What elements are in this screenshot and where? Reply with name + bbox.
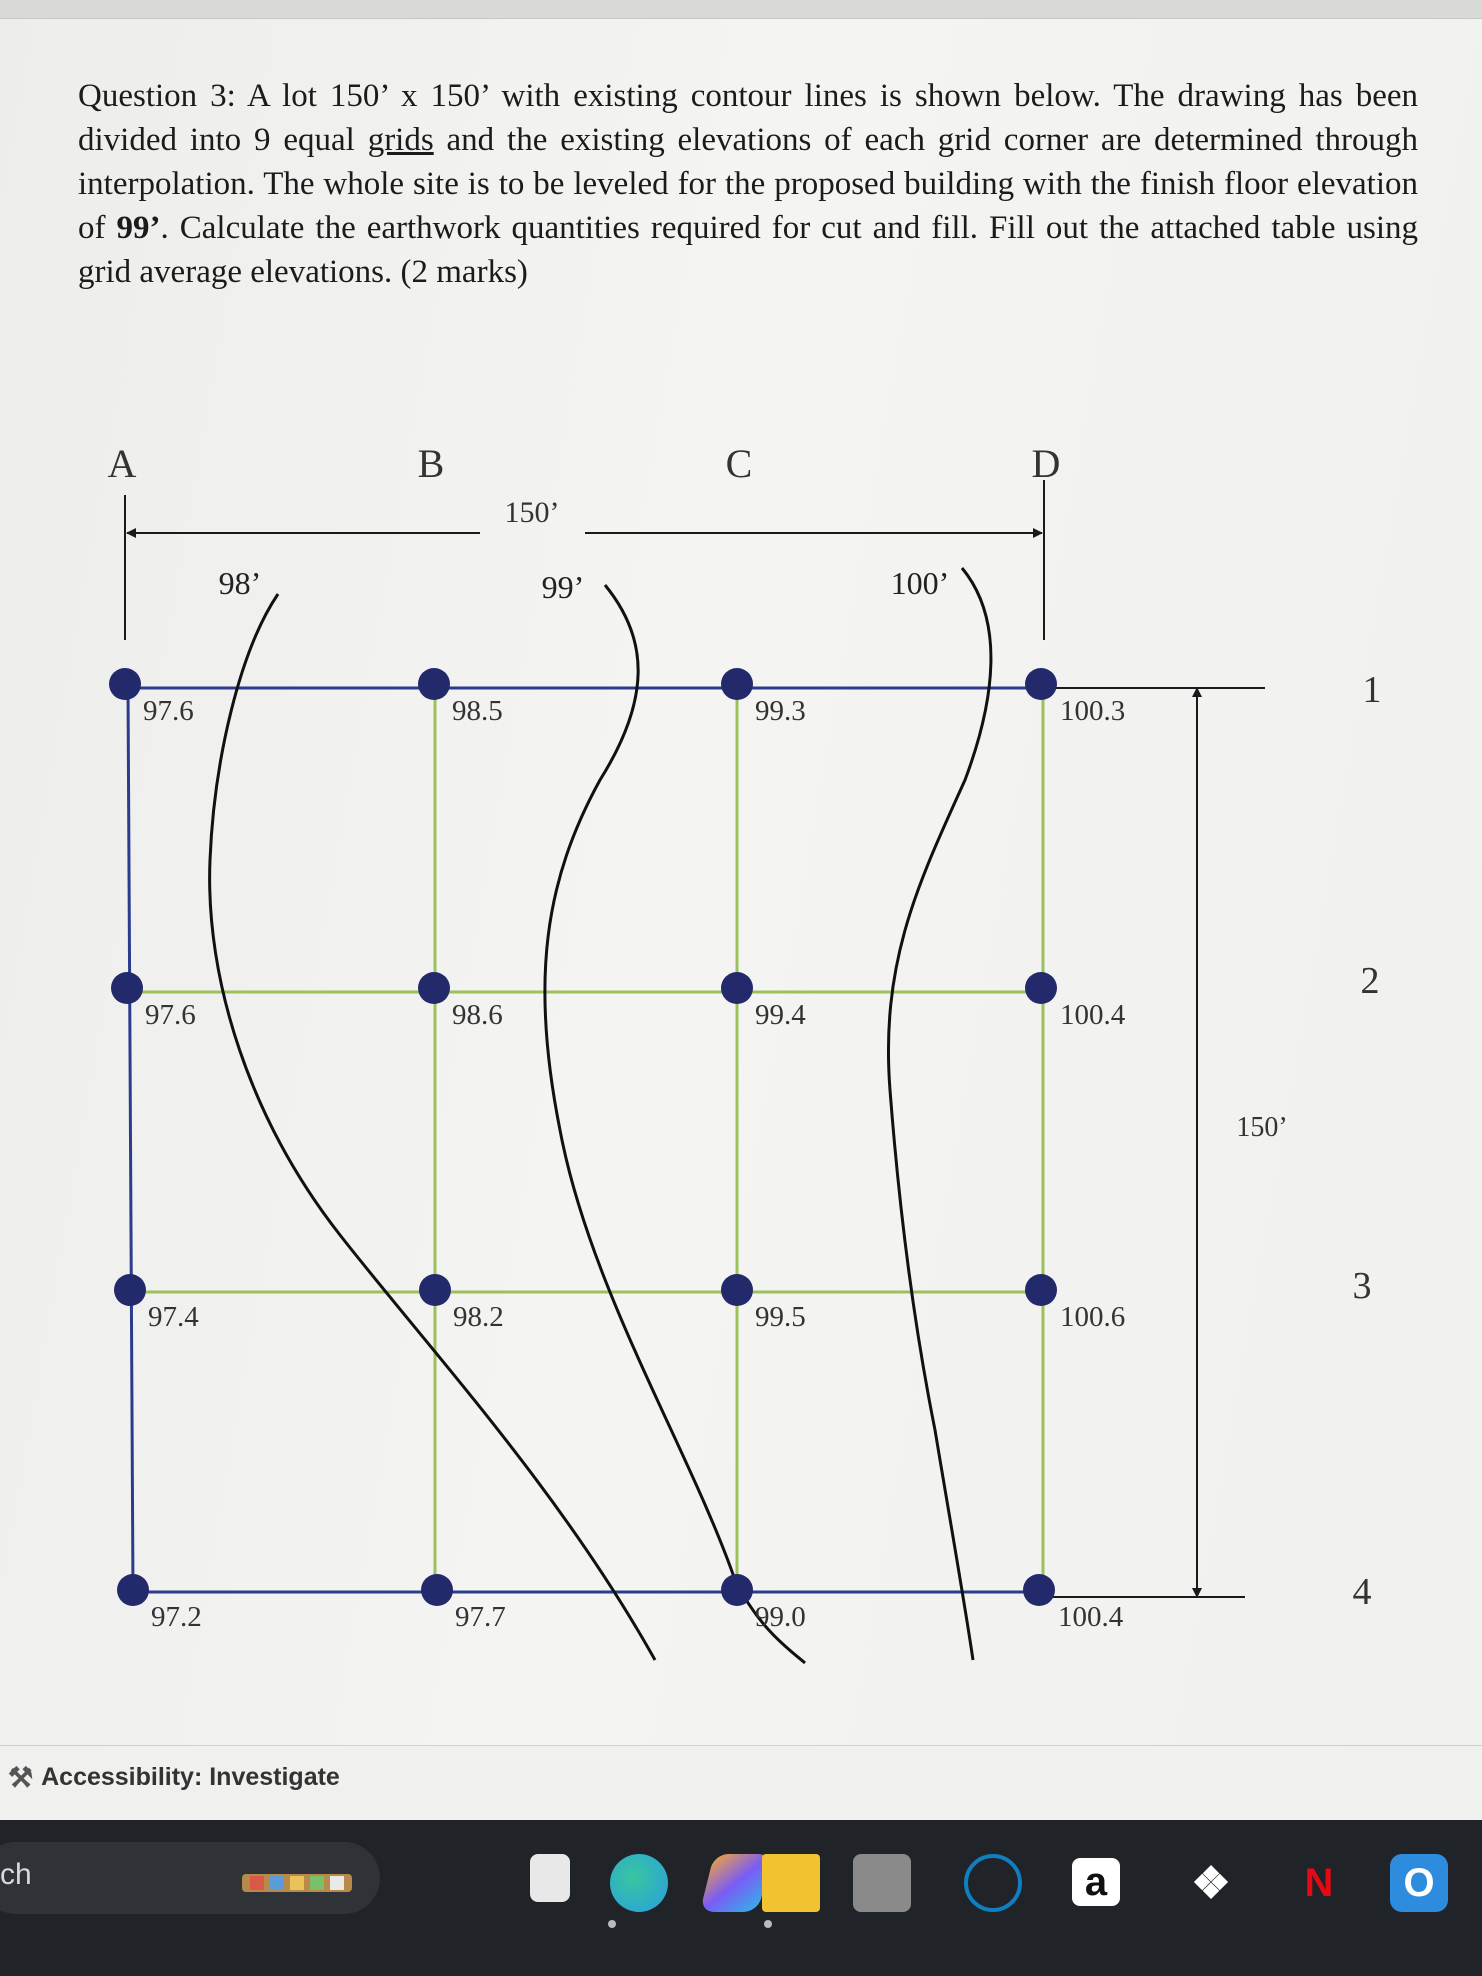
grid-node-d3	[1025, 1274, 1057, 1306]
elevation-label-b1: 98.5	[452, 695, 503, 727]
taskbar-search-text: ch	[0, 1858, 32, 1891]
edge-icon[interactable]	[610, 1854, 668, 1912]
grid-nodes	[109, 668, 1126, 1633]
elevation-label-c2: 99.4	[755, 999, 806, 1031]
grid-node-b1	[418, 668, 450, 700]
dropbox-icon[interactable]: ❖	[1191, 1858, 1231, 1908]
store-icon[interactable]	[853, 1854, 911, 1912]
row-label-1: 1	[1362, 669, 1382, 711]
grid-node-d4	[1023, 1574, 1055, 1606]
contour-label-98: 98’	[218, 565, 262, 601]
elevation-label-b3: 98.2	[453, 1301, 504, 1333]
column-label-d: D	[1031, 441, 1061, 486]
contour-98	[210, 594, 655, 1660]
question-part-3: . Calculate the earthwork quantities required for cut and fill. Fill out the attached table using grid average elevations. (2 marks)	[78, 210, 1418, 290]
running-indicator	[764, 1920, 772, 1928]
status-bar	[0, 1745, 1482, 1821]
outlook-icon[interactable]: O	[1390, 1854, 1448, 1912]
height-dimension-label: 150’	[1236, 1112, 1288, 1143]
elevation-label-d3: 100.6	[1060, 1301, 1126, 1333]
elevation-label-d4: 100.4	[1058, 1601, 1124, 1633]
grid-node-d2	[1025, 972, 1057, 1004]
question-finish-floor: 99’	[116, 210, 161, 246]
taskbar-search-box[interactable]	[0, 1842, 380, 1914]
column-label-b: B	[417, 441, 445, 486]
task-view-icon[interactable]	[530, 1854, 570, 1902]
elevation-label-c4: 99.0	[755, 1601, 806, 1633]
contour-99	[545, 585, 805, 1663]
width-dimension-label: 150’	[504, 496, 560, 529]
grid-node-b3	[419, 1274, 451, 1306]
accessibility-status-button[interactable]	[8, 1762, 340, 1792]
grid-node-a4	[117, 1574, 149, 1606]
elevation-label-d1: 100.3	[1060, 695, 1126, 727]
dell-icon[interactable]	[964, 1854, 1022, 1912]
running-indicator	[608, 1920, 616, 1928]
grid-border-left	[128, 688, 133, 1592]
contour-label-99: 99’	[541, 569, 585, 605]
column-label-a: A	[107, 441, 137, 486]
taskbar	[0, 1820, 1482, 1976]
elevation-label-b2: 98.6	[452, 999, 503, 1031]
grid-node-a2	[111, 972, 143, 1004]
widgets-icon[interactable]	[430, 1854, 488, 1912]
elevation-label-c1: 99.3	[755, 695, 806, 727]
elevation-label-b4: 97.7	[455, 1601, 506, 1633]
grid-node-b2	[418, 972, 450, 1004]
question-grids-word: grids	[367, 122, 434, 158]
file-explorer-icon[interactable]	[762, 1854, 820, 1912]
search-highlight-icon	[242, 1870, 352, 1896]
accessibility-icon: ⚒	[8, 1761, 34, 1793]
elevation-label-a2: 97.6	[145, 999, 196, 1031]
question-part-1: Question 3: A lot 150’ x 150’ with existing contour lines is shown below. The drawing has been divided into 9 equal	[78, 78, 1418, 158]
row-label-3: 3	[1352, 1265, 1372, 1307]
netflix-icon[interactable]: N	[1304, 1860, 1334, 1905]
elevation-label-a3: 97.4	[148, 1301, 199, 1333]
elevation-label-a4: 97.2	[151, 1601, 202, 1633]
row-label-4: 4	[1352, 1571, 1372, 1613]
column-label-c: C	[725, 441, 753, 486]
elevation-label-c3: 99.5	[755, 1301, 806, 1333]
contour-lines	[210, 568, 991, 1663]
grid-node-b4	[421, 1574, 453, 1606]
grid-node-c3	[721, 1274, 753, 1306]
row-label-2: 2	[1360, 960, 1380, 1002]
accessibility-label: Accessibility: Investigate	[41, 1762, 340, 1791]
elevation-label-a1: 97.6	[143, 695, 194, 727]
grid-node-a1	[109, 668, 141, 700]
elevation-label-d2: 100.4	[1060, 999, 1126, 1031]
grid-lines	[126, 688, 1044, 1592]
contour-label-100: 100’	[890, 565, 950, 601]
grid-node-c1	[721, 668, 753, 700]
grid-node-d1	[1025, 668, 1057, 700]
question-part-2: and the existing elevations of each grid corner are determined through interpolation. The whole site is to be leveled for the proposed building with the finish floor elevation of	[78, 122, 1418, 246]
grid-node-c4	[721, 1574, 753, 1606]
amazon-icon[interactable]: a	[1072, 1858, 1120, 1906]
grid-node-a3	[114, 1274, 146, 1306]
grid-node-c2	[721, 972, 753, 1004]
contour-100	[888, 568, 990, 1660]
